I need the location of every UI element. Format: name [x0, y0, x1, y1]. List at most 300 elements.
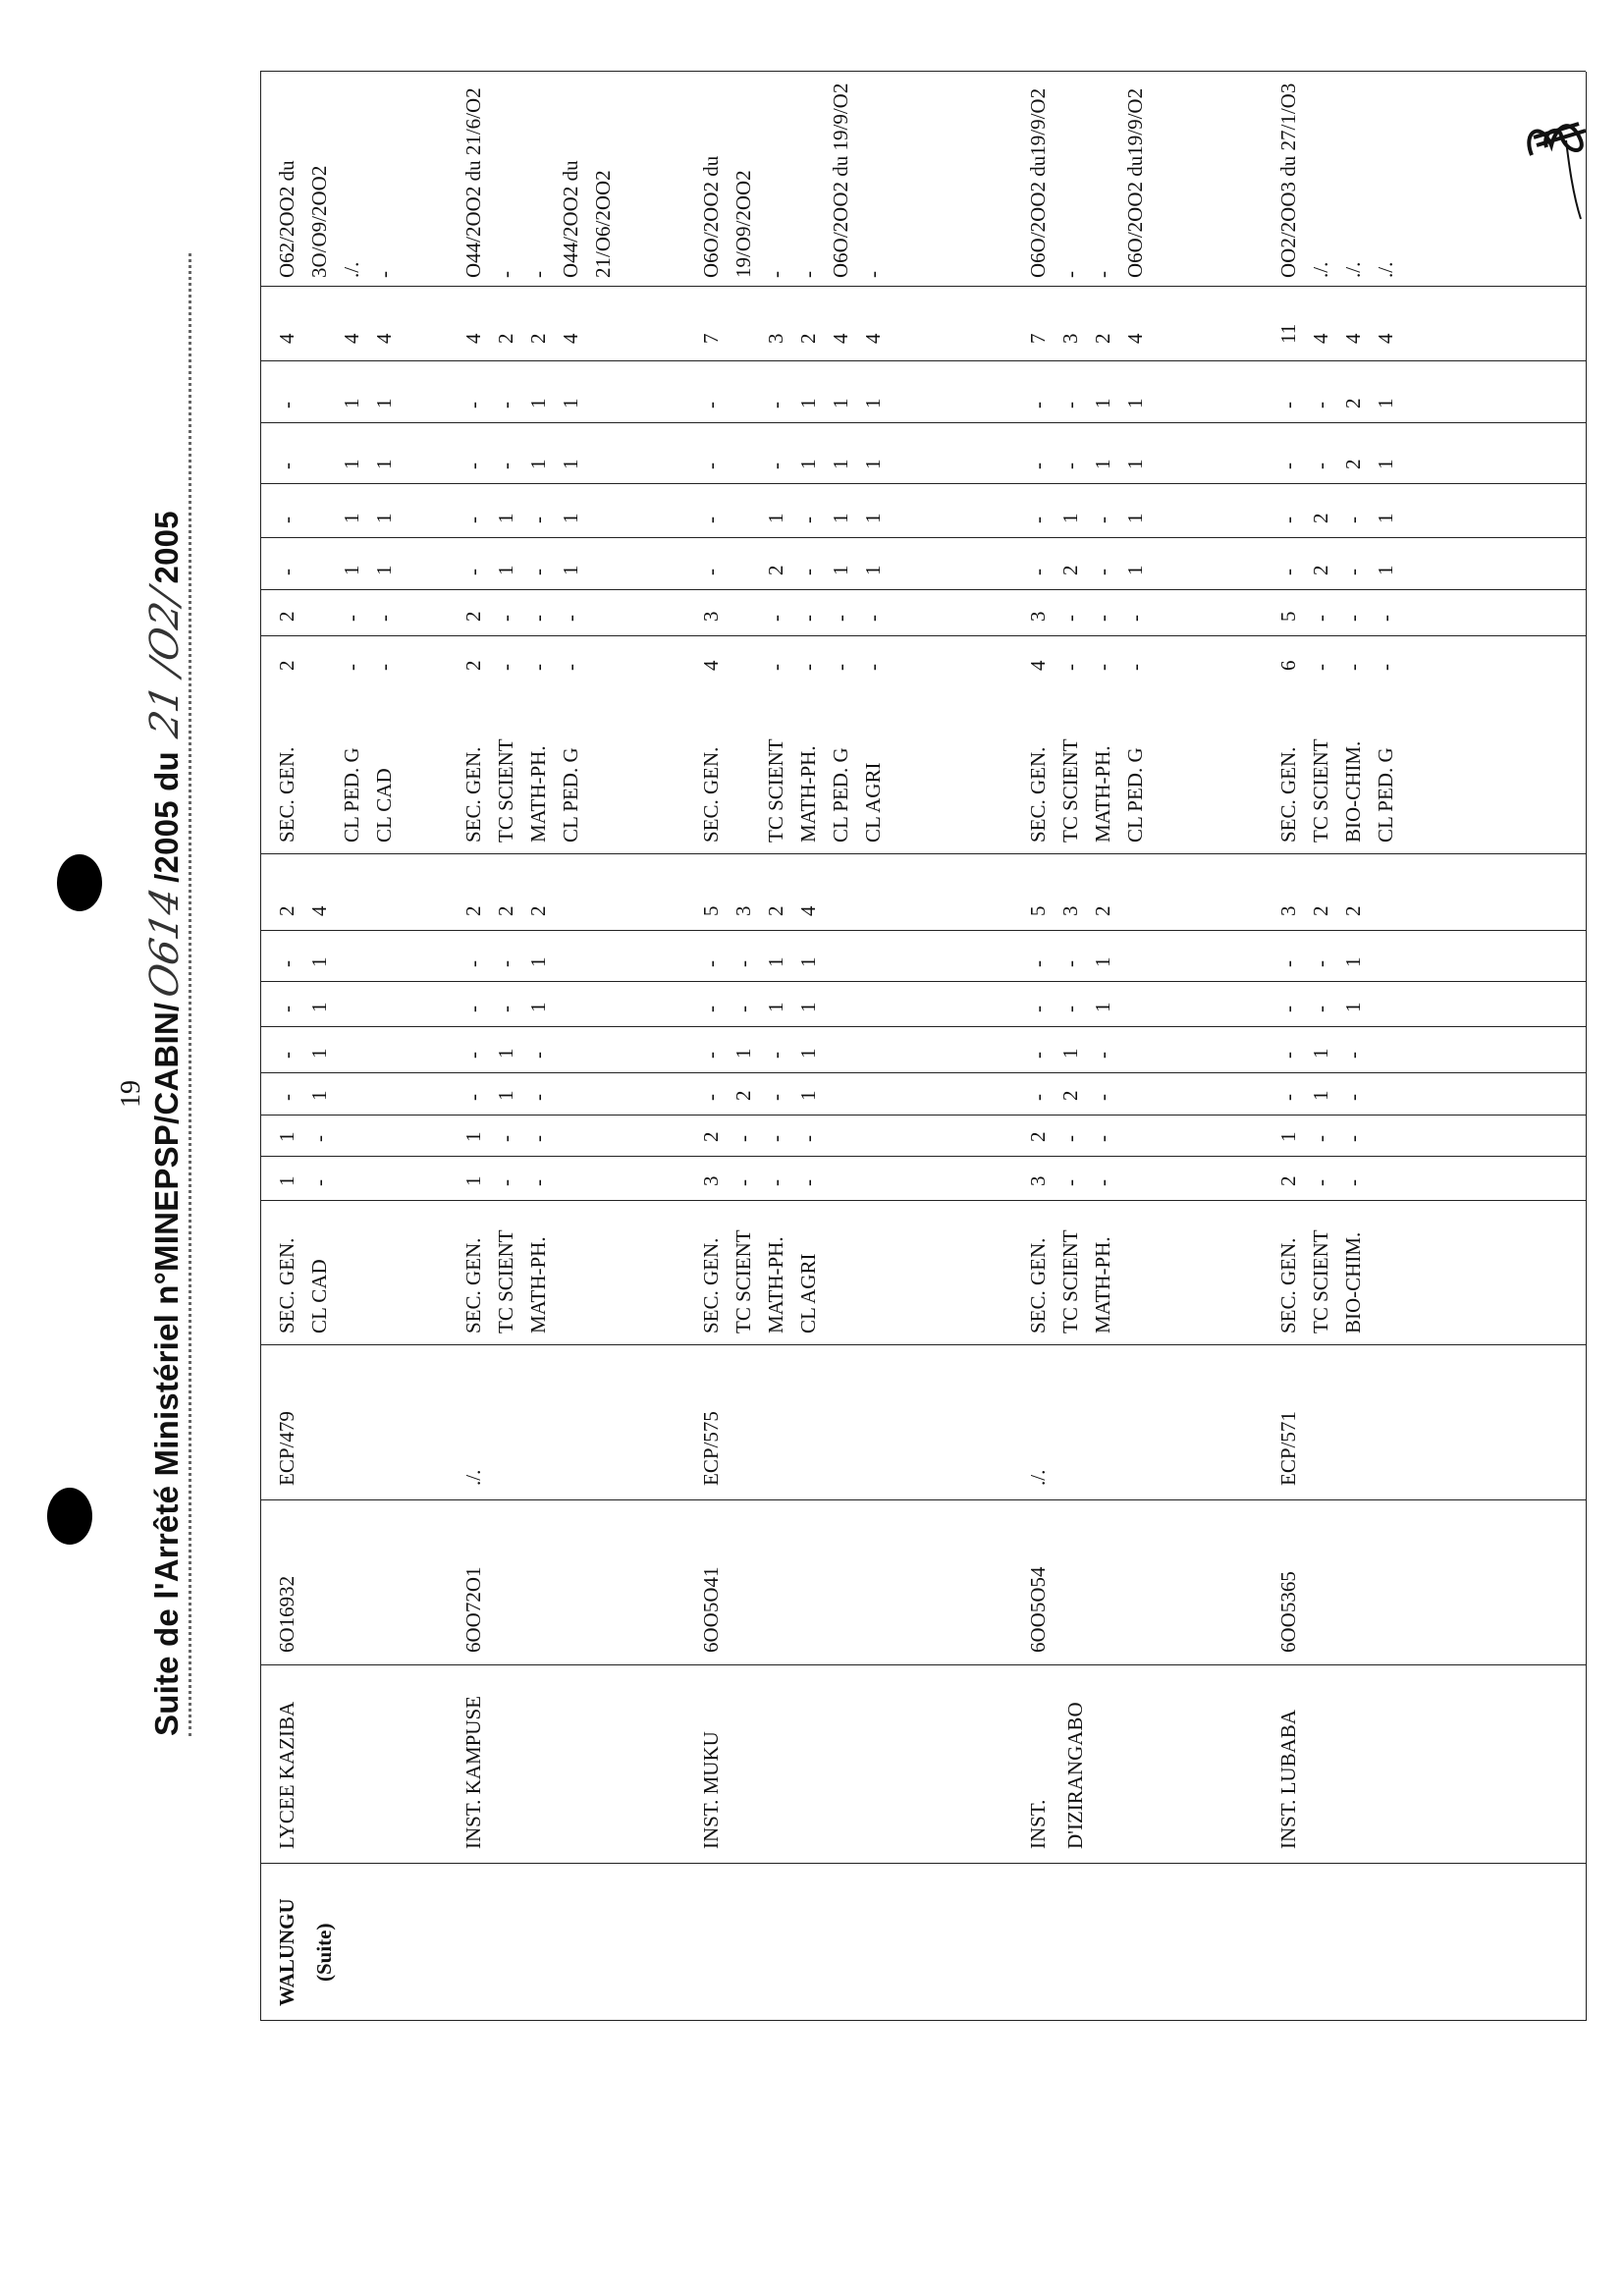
count-requested: -: [275, 569, 298, 575]
count-requested: -: [1058, 615, 1082, 622]
count-requested: 2: [764, 565, 787, 575]
count-current: 1: [307, 956, 331, 967]
count-requested: 1: [796, 398, 820, 408]
count-requested: 1: [494, 513, 517, 523]
section-requested: SEC. GEN.: [699, 746, 723, 843]
arrete-reference: 3O/O9/2OO2: [307, 165, 331, 278]
column-rule: [260, 360, 1586, 361]
count-requested: -: [796, 569, 820, 575]
section-requested: CL PED. G: [829, 747, 852, 843]
arrete-reference: ./.: [340, 261, 363, 278]
count-requested: -: [1341, 615, 1365, 622]
count-requested: 1: [559, 565, 582, 575]
district-note: (Suite): [312, 1923, 336, 1982]
count-requested: -: [764, 402, 787, 408]
count-current: 1: [1341, 956, 1365, 967]
count-current: -: [307, 1179, 331, 1186]
count-requested: -: [1026, 517, 1050, 523]
section-requested: BIO-CHIM.: [1341, 740, 1365, 843]
count-requested: 3: [699, 611, 723, 622]
count-requested: 2: [1058, 565, 1082, 575]
count-current: -: [275, 1094, 298, 1101]
column-rule: [260, 635, 1586, 636]
district-name: WALUNGU: [275, 1898, 298, 2006]
count-requested: -: [1309, 615, 1332, 622]
total-requested: 2: [796, 333, 820, 344]
count-requested: 1: [764, 513, 787, 523]
column-rule: [260, 71, 1586, 72]
count-current: 1: [1309, 1048, 1332, 1059]
count-requested: 1: [526, 398, 550, 408]
total-requested: 3: [764, 333, 787, 344]
count-current: -: [1276, 1006, 1300, 1012]
section-current: TC SCIENT: [494, 1229, 517, 1334]
count-current: -: [1341, 1179, 1365, 1186]
count-current: -: [1091, 1179, 1114, 1186]
count-requested: 1: [1058, 513, 1082, 523]
count-requested: -: [796, 517, 820, 523]
count-current: -: [1309, 1179, 1332, 1186]
punch-hole: [47, 1488, 92, 1545]
count-requested: 2: [1309, 565, 1332, 575]
total-current: 2: [494, 905, 517, 916]
count-current: -: [1309, 1006, 1332, 1012]
count-current: 1: [1091, 956, 1114, 967]
total-requested: 2: [494, 333, 517, 344]
count-requested: -: [1026, 569, 1050, 575]
count-requested: -: [372, 615, 396, 622]
count-current: -: [1276, 1094, 1300, 1101]
column-rule: [260, 422, 1586, 423]
section-current: MATH-PH.: [764, 1236, 787, 1334]
count-requested: 3: [1026, 611, 1050, 622]
count-current: -: [461, 1094, 485, 1101]
count-current: -: [1309, 960, 1332, 967]
total-current: 2: [526, 905, 550, 916]
school-ref: ./.: [1026, 1469, 1050, 1486]
count-requested: 1: [526, 459, 550, 469]
count-requested: 1: [340, 459, 363, 469]
title-prefix: Suite de l'Arrêté Ministériel n°MINEPSP/CABIN/: [148, 1002, 185, 1736]
count-requested: 1: [796, 459, 820, 469]
count-requested: 5: [1276, 611, 1300, 622]
arrete-reference: 19/O9/2OO2: [731, 170, 755, 278]
count-current: 1: [731, 1048, 755, 1059]
total-requested: 4: [559, 333, 582, 344]
total-requested: 7: [1026, 333, 1050, 344]
arrete-reference: -: [526, 271, 550, 278]
arrete-reference: ./.: [1341, 261, 1365, 278]
count-current: -: [1058, 1135, 1082, 1142]
section-requested: TC SCIENT: [494, 738, 517, 843]
column-rule: [260, 1664, 1586, 1665]
count-current: 2: [1026, 1131, 1050, 1142]
arrete-reference: -: [861, 271, 885, 278]
arrete-reference: O44/2OO2 du: [559, 160, 582, 278]
count-requested: 2: [1309, 513, 1332, 523]
section-requested: CL PED. G: [340, 747, 363, 843]
section-current: SEC. GEN.: [699, 1237, 723, 1334]
section-requested: CL PED. G: [559, 747, 582, 843]
column-rule: [260, 2020, 1586, 2021]
column-rule: [260, 853, 1586, 854]
count-requested: -: [1309, 402, 1332, 408]
count-requested: -: [275, 402, 298, 408]
total-requested: 4: [1123, 333, 1147, 344]
total-current: 4: [307, 905, 331, 916]
count-requested: -: [372, 664, 396, 671]
count-current: -: [699, 960, 723, 967]
section-current: TC SCIENT: [1309, 1229, 1332, 1334]
total-current: 2: [764, 905, 787, 916]
count-requested: -: [526, 615, 550, 622]
count-current: -: [461, 960, 485, 967]
total-current: 2: [1341, 905, 1365, 916]
count-current: -: [1058, 1006, 1082, 1012]
section-requested: SEC. GEN.: [275, 746, 298, 843]
count-requested: 1: [494, 565, 517, 575]
count-current: -: [699, 1094, 723, 1101]
school-name: INST.: [1026, 1799, 1050, 1849]
count-requested: -: [1123, 615, 1147, 622]
count-requested: -: [1341, 569, 1365, 575]
school-ref: ./.: [461, 1469, 485, 1486]
count-requested: -: [1276, 402, 1300, 408]
count-current: -: [1026, 1094, 1050, 1101]
total-current: 2: [461, 905, 485, 916]
count-current: -: [764, 1135, 787, 1142]
count-current: 1: [764, 956, 787, 967]
count-current: 1: [1276, 1131, 1300, 1142]
school-code: 6OO5365: [1276, 1571, 1300, 1653]
arrete-reference: O6O/2OO2 du19/9/O2: [1026, 87, 1050, 278]
column-rule: [260, 1072, 1586, 1073]
count-current: -: [275, 960, 298, 967]
count-requested: -: [1341, 664, 1365, 671]
count-current: -: [1341, 1135, 1365, 1142]
count-current: -: [731, 1179, 755, 1186]
total-current: 2: [275, 905, 298, 916]
arrete-reference: OO2/2OO3 du 27/1/O3: [1276, 82, 1300, 278]
count-current: -: [1058, 960, 1082, 967]
document-title: [142, 511, 188, 1736]
count-requested: 1: [1374, 565, 1397, 575]
total-requested: 2: [526, 333, 550, 344]
total-current: 5: [699, 905, 723, 916]
total-requested: 4: [1309, 333, 1332, 344]
count-current: -: [1341, 1094, 1365, 1101]
title-underline: [189, 253, 191, 1736]
count-requested: 6: [1276, 660, 1300, 671]
arrete-reference: O6O/2OO2 du19/9/O2: [1123, 87, 1147, 278]
count-requested: 2: [275, 660, 298, 671]
section-requested: MATH-PH.: [796, 745, 820, 843]
count-requested: 1: [861, 398, 885, 408]
total-requested: 2: [1091, 333, 1114, 344]
total-requested: 4: [275, 333, 298, 344]
school-code: 6OO5O54: [1026, 1566, 1050, 1653]
count-requested: -: [1276, 569, 1300, 575]
section-current: SEC. GEN.: [1276, 1237, 1300, 1334]
total-requested: 4: [829, 333, 852, 344]
count-requested: -: [340, 615, 363, 622]
count-requested: -: [861, 664, 885, 671]
count-requested: 1: [340, 565, 363, 575]
total-requested: 4: [1374, 333, 1397, 344]
count-current: 1: [1091, 1002, 1114, 1012]
count-requested: -: [1309, 463, 1332, 469]
count-current: 1: [1058, 1048, 1082, 1059]
count-requested: -: [1091, 615, 1114, 622]
total-requested: 4: [372, 333, 396, 344]
count-current: 1: [796, 956, 820, 967]
column-rule: [260, 1156, 1586, 1157]
count-requested: -: [1374, 664, 1397, 671]
count-requested: 1: [829, 565, 852, 575]
count-requested: 2: [1341, 459, 1365, 469]
arrete-reference: ./.: [1309, 261, 1332, 278]
count-requested: -: [559, 664, 582, 671]
count-current: -: [494, 960, 517, 967]
count-requested: -: [461, 402, 485, 408]
total-requested: 4: [1341, 333, 1365, 344]
count-current: 1: [796, 1090, 820, 1101]
count-requested: 1: [372, 513, 396, 523]
total-current: 5: [1026, 905, 1050, 916]
count-requested: 1: [372, 459, 396, 469]
arrete-reference: -: [796, 271, 820, 278]
count-current: -: [494, 1135, 517, 1142]
section-requested: CL AGRI: [861, 762, 885, 843]
count-current: -: [1026, 1006, 1050, 1012]
section-current: BIO-CHIM.: [1341, 1231, 1365, 1334]
count-current: 2: [1276, 1175, 1300, 1186]
count-current: -: [526, 1052, 550, 1059]
count-requested: -: [764, 463, 787, 469]
count-requested: -: [494, 463, 517, 469]
count-requested: 1: [861, 565, 885, 575]
count-requested: -: [829, 664, 852, 671]
count-requested: -: [275, 517, 298, 523]
count-requested: 1: [829, 398, 852, 408]
count-requested: -: [1374, 615, 1397, 622]
section-requested: TC SCIENT: [1058, 738, 1082, 843]
count-requested: 2: [461, 611, 485, 622]
count-current: 1: [764, 1002, 787, 1012]
school-name-line2: D'IZIRANGABO: [1063, 1702, 1087, 1849]
title-year: 2005: [148, 511, 185, 584]
total-current: 2: [1091, 905, 1114, 916]
school-code: 6O16932: [275, 1575, 298, 1653]
count-requested: -: [1341, 517, 1365, 523]
count-requested: -: [526, 517, 550, 523]
count-requested: 1: [1091, 398, 1114, 408]
arrete-reference: O6O/2OO2 du 19/9/O2: [829, 82, 852, 278]
count-current: -: [731, 1135, 755, 1142]
count-current: -: [796, 1179, 820, 1186]
section-requested: TC SCIENT: [764, 738, 787, 843]
count-requested: 1: [559, 513, 582, 523]
count-current: -: [307, 1135, 331, 1142]
count-current: 1: [1309, 1090, 1332, 1101]
count-requested: 2: [461, 660, 485, 671]
handwritten-number: O614: [142, 883, 188, 1002]
section-requested: TC SCIENT: [1309, 738, 1332, 843]
count-requested: -: [1026, 402, 1050, 408]
count-requested: 1: [1123, 565, 1147, 575]
school-ref: ECP/479: [275, 1411, 298, 1486]
column-rule: [260, 589, 1586, 590]
section-requested: MATH-PH.: [526, 745, 550, 843]
count-requested: 1: [829, 459, 852, 469]
page-number: 19: [116, 1080, 146, 1108]
count-current: -: [1091, 1052, 1114, 1059]
count-requested: -: [275, 463, 298, 469]
count-requested: 2: [1341, 398, 1365, 408]
arrete-reference: ./.: [1374, 261, 1397, 278]
count-current: -: [699, 1006, 723, 1012]
total-current: 2: [1309, 905, 1332, 916]
count-current: -: [275, 1006, 298, 1012]
section-current: TC SCIENT: [731, 1229, 755, 1334]
count-requested: 1: [559, 459, 582, 469]
count-current: -: [1341, 1052, 1365, 1059]
school-name: LYCEE KAZIBA: [275, 1701, 298, 1849]
section-current: MATH-PH.: [1091, 1236, 1114, 1334]
count-current: -: [1026, 1052, 1050, 1059]
section-current: CL AGRI: [796, 1253, 820, 1334]
title-middle: /2005 du: [148, 741, 185, 883]
count-current: 2: [1058, 1090, 1082, 1101]
school-name: INST. LUBABA: [1276, 1710, 1300, 1849]
table-top-rule: [260, 72, 261, 2021]
count-current: 1: [796, 1002, 820, 1012]
school-name: INST. MUKU: [699, 1731, 723, 1849]
count-requested: -: [1026, 463, 1050, 469]
count-requested: 1: [1374, 459, 1397, 469]
count-requested: -: [829, 615, 852, 622]
count-requested: -: [461, 517, 485, 523]
count-requested: -: [1091, 517, 1114, 523]
count-requested: -: [1309, 664, 1332, 671]
count-current: -: [1091, 1135, 1114, 1142]
column-rule: [260, 1200, 1586, 1201]
count-current: -: [764, 1052, 787, 1059]
count-requested: -: [494, 615, 517, 622]
count-requested: -: [340, 664, 363, 671]
count-current: -: [461, 1006, 485, 1012]
count-current: -: [1026, 960, 1050, 967]
school-code: 6OO72O1: [461, 1566, 485, 1653]
column-rule: [260, 1499, 1586, 1500]
count-requested: -: [1091, 569, 1114, 575]
count-current: 3: [699, 1175, 723, 1186]
count-current: 1: [494, 1090, 517, 1101]
arrete-reference: O6O/2OO2 du: [699, 155, 723, 278]
count-current: -: [526, 1179, 550, 1186]
count-requested: 1: [1123, 513, 1147, 523]
count-requested: -: [494, 402, 517, 408]
section-current: TC SCIENT: [1058, 1229, 1082, 1334]
count-requested: 1: [861, 513, 885, 523]
count-requested: 1: [559, 398, 582, 408]
count-requested: -: [699, 517, 723, 523]
count-requested: -: [699, 402, 723, 408]
count-requested: 1: [372, 398, 396, 408]
arrete-reference: O44/2OO2 du 21/6/O2: [461, 87, 485, 278]
column-rule: [260, 537, 1586, 538]
arrete-reference: -: [1091, 271, 1114, 278]
count-requested: -: [764, 664, 787, 671]
column-rule: [260, 1115, 1586, 1116]
count-requested: 1: [340, 398, 363, 408]
total-current: 3: [1276, 905, 1300, 916]
total-current: 3: [1058, 905, 1082, 916]
count-current: 1: [461, 1131, 485, 1142]
count-current: -: [764, 1094, 787, 1101]
arrete-reference: -: [764, 271, 787, 278]
count-requested: -: [1058, 463, 1082, 469]
handwritten-month: /O2/: [142, 584, 188, 680]
section-current: SEC. GEN.: [1026, 1237, 1050, 1334]
count-current: -: [526, 1094, 550, 1101]
count-current: -: [699, 1052, 723, 1059]
arrete-reference: O62/2OO2 du: [275, 160, 298, 278]
table-bottom-rule: [1586, 72, 1587, 2021]
count-current: 1: [461, 1175, 485, 1186]
column-rule: [260, 286, 1586, 287]
total-requested: 4: [461, 333, 485, 344]
column-rule: [260, 1344, 1586, 1345]
count-current: 2: [699, 1131, 723, 1142]
count-requested: -: [699, 569, 723, 575]
count-requested: 1: [1123, 459, 1147, 469]
count-requested: -: [461, 569, 485, 575]
count-current: 1: [307, 1002, 331, 1012]
count-requested: -: [1276, 517, 1300, 523]
section-requested: SEC. GEN.: [1276, 746, 1300, 843]
count-current: 1: [307, 1090, 331, 1101]
count-current: -: [494, 1006, 517, 1012]
section-current: MATH-PH.: [526, 1236, 550, 1334]
count-current: 1: [494, 1048, 517, 1059]
count-current: -: [1309, 1135, 1332, 1142]
count-requested: -: [796, 664, 820, 671]
count-requested: -: [861, 615, 885, 622]
count-current: -: [764, 1179, 787, 1186]
count-requested: 4: [1026, 660, 1050, 671]
total-requested: 3: [1058, 333, 1082, 344]
count-requested: 1: [1091, 459, 1114, 469]
signature: [1512, 106, 1600, 224]
total-requested: 11: [1276, 323, 1300, 344]
arrete-reference: -: [1058, 271, 1082, 278]
count-current: 1: [1341, 1002, 1365, 1012]
count-requested: 2: [275, 611, 298, 622]
total-current: 3: [731, 905, 755, 916]
count-requested: 1: [829, 513, 852, 523]
count-current: -: [731, 960, 755, 967]
column-rule: [260, 483, 1586, 484]
column-rule: [260, 981, 1586, 982]
punch-hole: [57, 854, 102, 911]
count-current: -: [275, 1052, 298, 1059]
section-requested: CL CAD: [372, 768, 396, 843]
count-current: 2: [731, 1090, 755, 1101]
arrete-reference: 21/O6/2OO2: [591, 170, 615, 278]
count-requested: -: [1058, 402, 1082, 408]
count-requested: 1: [1123, 398, 1147, 408]
